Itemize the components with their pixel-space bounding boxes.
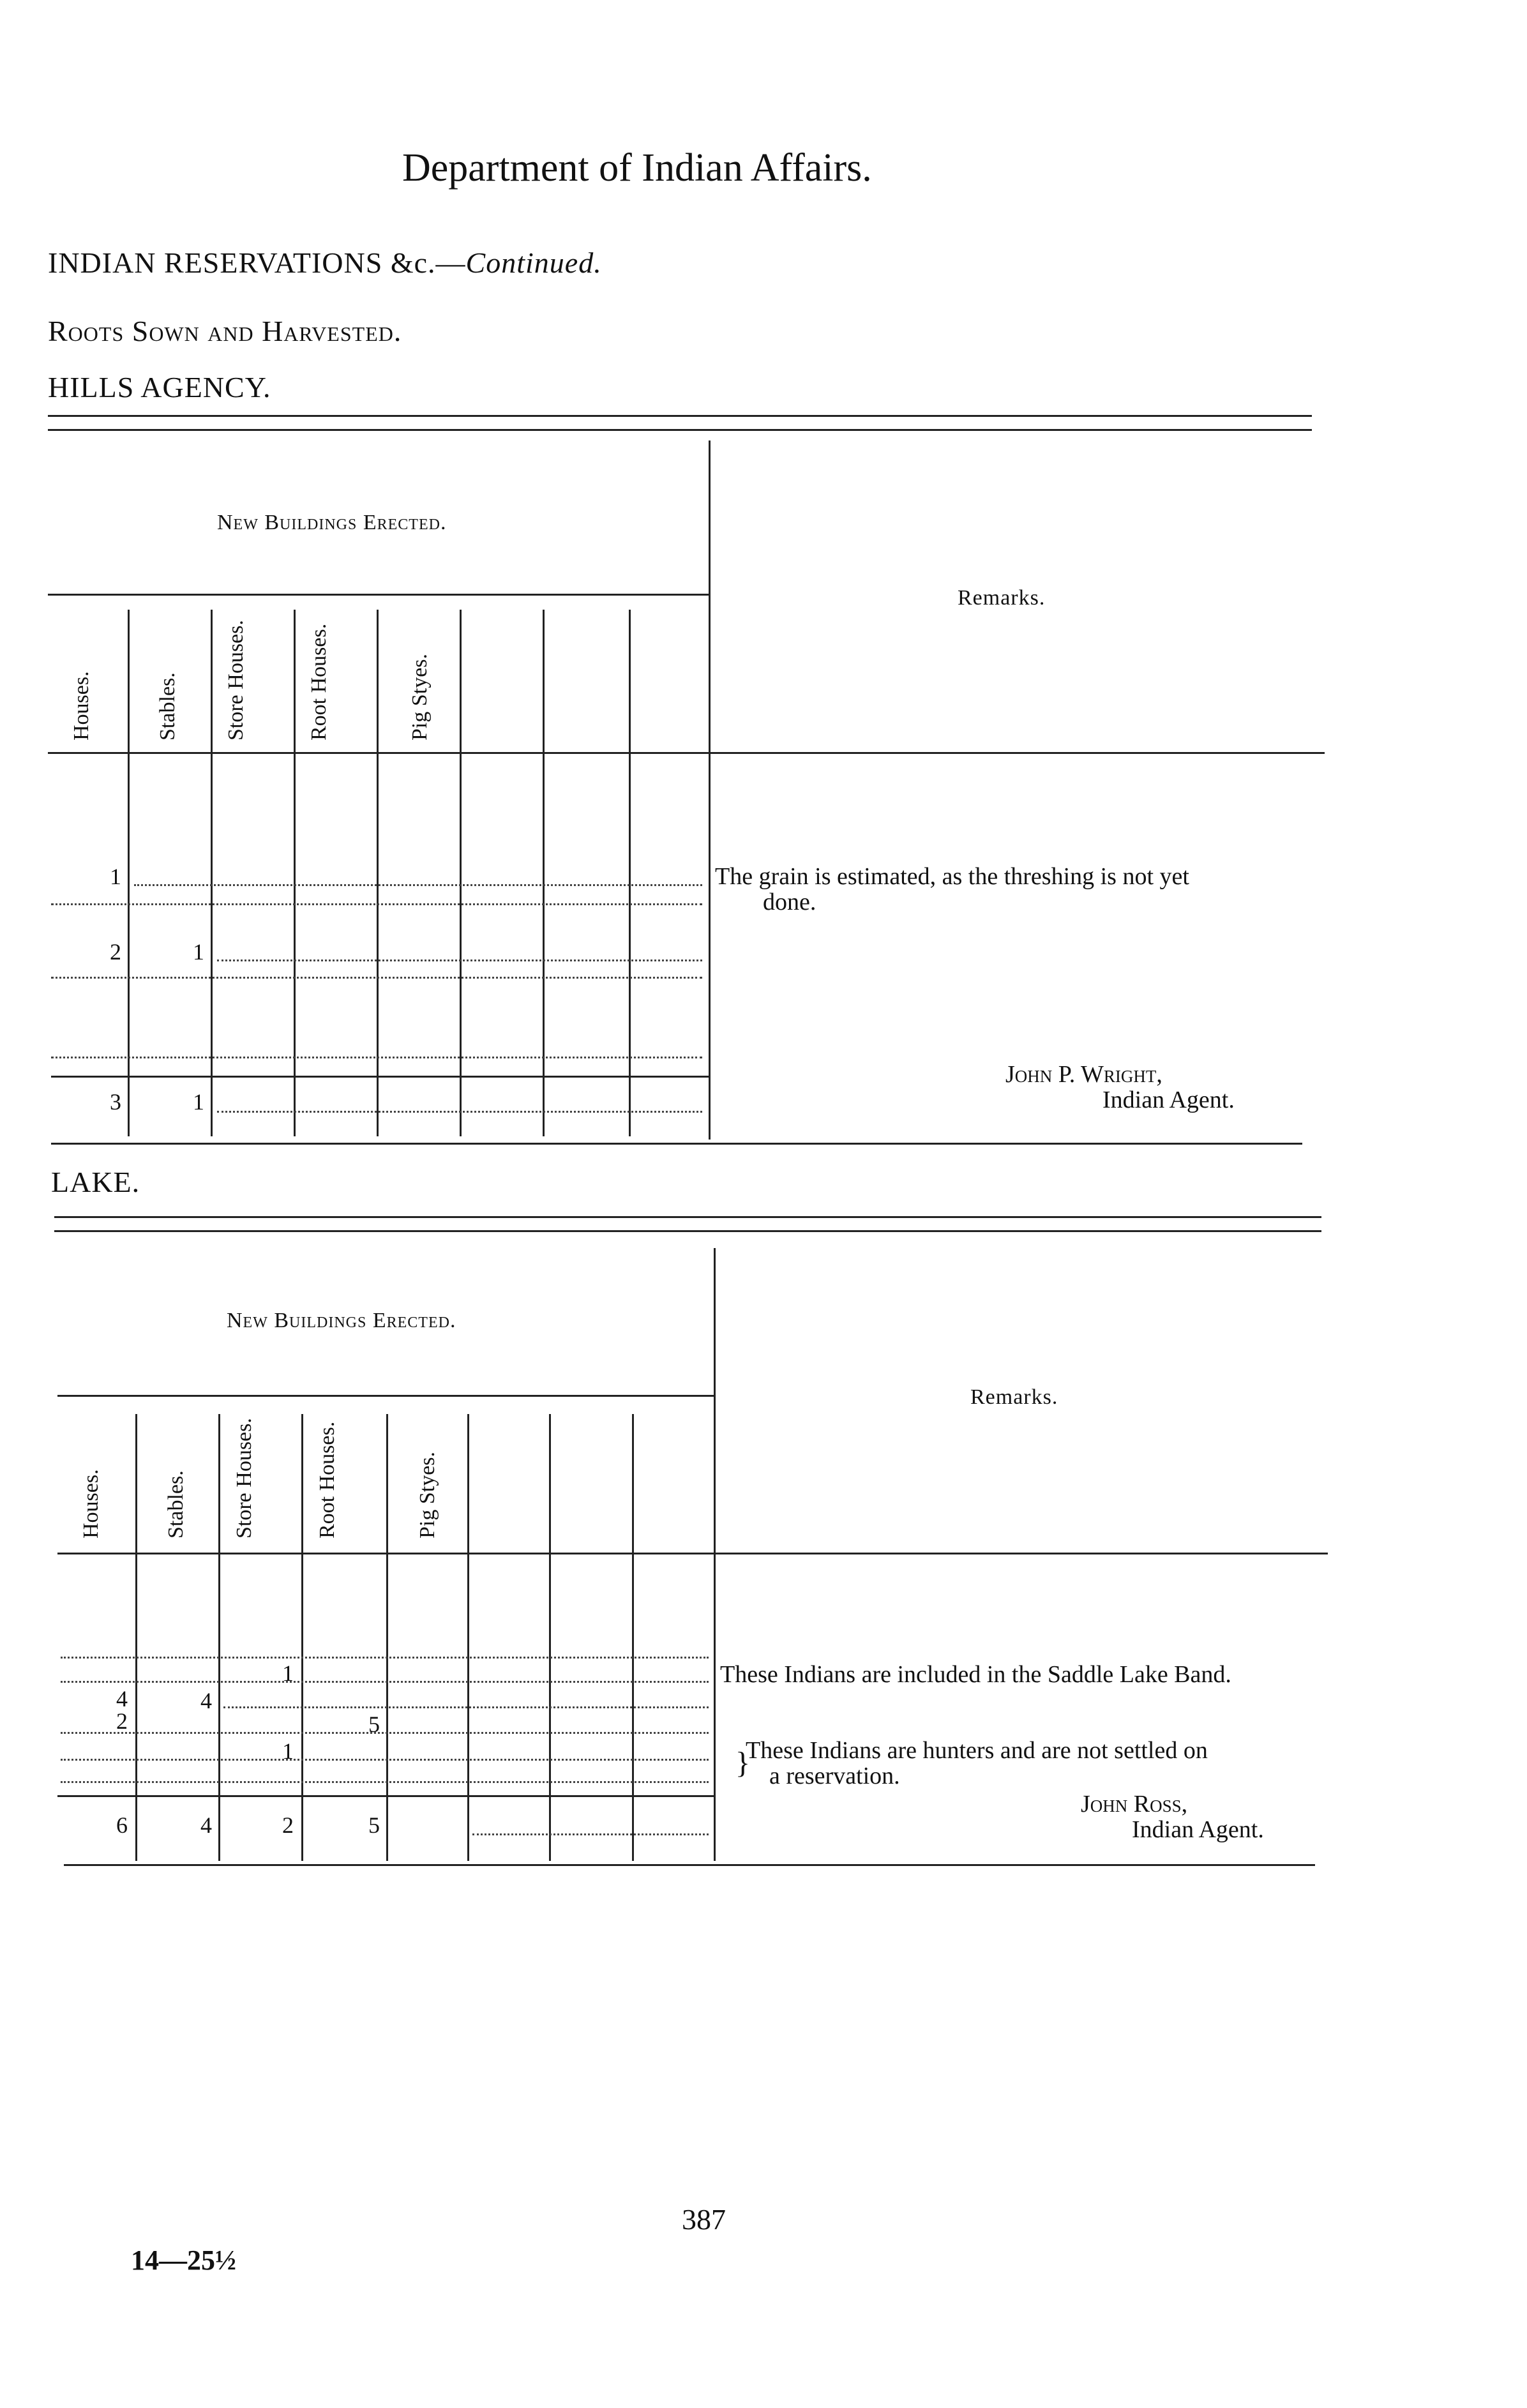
dot-leader (61, 1759, 709, 1761)
table1-group-rule (48, 594, 709, 596)
table2-remark-line3: a reservation. (769, 1763, 900, 1789)
subheading: Roots Sown and Harvested. (48, 315, 402, 347)
table2-col-divider (386, 1414, 388, 1861)
table2-col-divider (632, 1414, 634, 1861)
table2-agent-name: John Ross, (1081, 1791, 1188, 1817)
table1-agent-name: John P. Wright, (1005, 1061, 1162, 1088)
table1-header-rule (48, 752, 1325, 754)
table1-top-rule-2 (48, 429, 1312, 431)
table1-group-header: New Buildings Erected. (217, 511, 447, 534)
table1-houses-cell: 1 (110, 864, 121, 889)
table1-col-stables: Stables. (156, 672, 179, 741)
dot-leader (472, 1833, 709, 1835)
table2-total-root: 5 (368, 1812, 380, 1838)
table1-remarks-divider (709, 440, 711, 1140)
table2-store-cell: 1 (282, 1660, 294, 1686)
table2-group-header: New Buildings Erected. (227, 1309, 456, 1332)
table1-total-stables: 1 (193, 1089, 204, 1115)
table2-agent-title: Indian Agent. (1132, 1816, 1264, 1843)
table2-remark-line2: These Indians are hunters and are not settled on (746, 1737, 1208, 1764)
table2-group-rule (57, 1395, 714, 1397)
table2-houses-cell: 4 (116, 1686, 128, 1712)
table1-stables-cell: 1 (193, 939, 204, 965)
table1-col-houses: Houses. (70, 671, 93, 741)
dot-leader (223, 1706, 709, 1708)
table2-total-store: 2 (282, 1812, 294, 1838)
section2-label: LAKE. (51, 1166, 140, 1198)
table2-bottom-rule (64, 1864, 1315, 1866)
section-heading (48, 246, 602, 280)
table2-remark-line1: These Indians are included in the Saddle Lake Band. (720, 1661, 1231, 1688)
table2-top-rule-2 (54, 1230, 1321, 1232)
dot-leader (61, 1732, 709, 1734)
table1-total-rule (51, 1076, 709, 1078)
table1-col-pig-styes: Pig Styes. (408, 653, 432, 741)
table1-total-houses: 3 (110, 1089, 121, 1115)
dot-leader (51, 1057, 702, 1058)
table2-col-divider (135, 1414, 137, 1861)
dot-leader (61, 1657, 709, 1659)
table1-remark-line1: The grain is estimated, as the threshing is not yet (715, 863, 1189, 890)
section-heading-main: INDIAN RESERVATIONS &c.— (48, 246, 466, 279)
table2-col-houses: Houses. (79, 1469, 103, 1539)
dot-leader (51, 977, 702, 979)
table1-bottom-rule (51, 1143, 1302, 1145)
table2-remarks-divider (714, 1248, 716, 1861)
section-heading-continued: Continued. (465, 246, 602, 279)
brace-icon: } (735, 1746, 751, 1780)
table2-houses-cell: 2 (116, 1708, 128, 1734)
table2-col-store-houses: Store Houses. (232, 1418, 256, 1539)
dot-leader (51, 903, 702, 905)
table2-header-rule (57, 1553, 1328, 1554)
agency-label: HILLS AGENCY. (48, 371, 271, 403)
table1-remark-line2: done. (763, 889, 816, 915)
table2-total-houses: 6 (116, 1812, 128, 1838)
table2-col-divider (467, 1414, 469, 1861)
table1-remarks-header: Remarks. (958, 586, 1046, 610)
table1-houses-cell: 2 (110, 939, 121, 965)
table2-col-divider (301, 1414, 303, 1861)
table1-col-root-houses: Root Houses. (307, 623, 331, 741)
table1-col-store-houses: Store Houses. (224, 620, 248, 741)
page-title: Department of Indian Affairs. (402, 146, 872, 190)
table2-top-rule (54, 1216, 1321, 1218)
dot-leader (61, 1681, 709, 1683)
dot-leader (134, 884, 702, 886)
table2-col-pig-styes: Pig Styes. (416, 1451, 439, 1539)
table2-remarks-header: Remarks. (970, 1385, 1058, 1409)
table2-total-stables: 4 (200, 1812, 212, 1838)
folio-mark: 14—25½ (131, 2245, 236, 2276)
dot-leader (61, 1781, 709, 1783)
dot-leader (217, 959, 702, 961)
table2-col-root-houses: Root Houses. (315, 1421, 339, 1539)
table2-stables-cell: 4 (200, 1688, 212, 1713)
table2-root-cell: 5 (368, 1712, 380, 1737)
table2-col-divider (549, 1414, 551, 1861)
table2-store-cell: 1 (282, 1738, 294, 1764)
page-number: 387 (682, 2203, 726, 2236)
dot-leader (217, 1111, 702, 1113)
table1-agent-title: Indian Agent. (1102, 1087, 1235, 1113)
table1-top-rule (48, 415, 1312, 417)
table2-col-divider (218, 1414, 220, 1861)
table2-col-stables: Stables. (164, 1470, 188, 1539)
table2-total-rule (57, 1795, 715, 1797)
